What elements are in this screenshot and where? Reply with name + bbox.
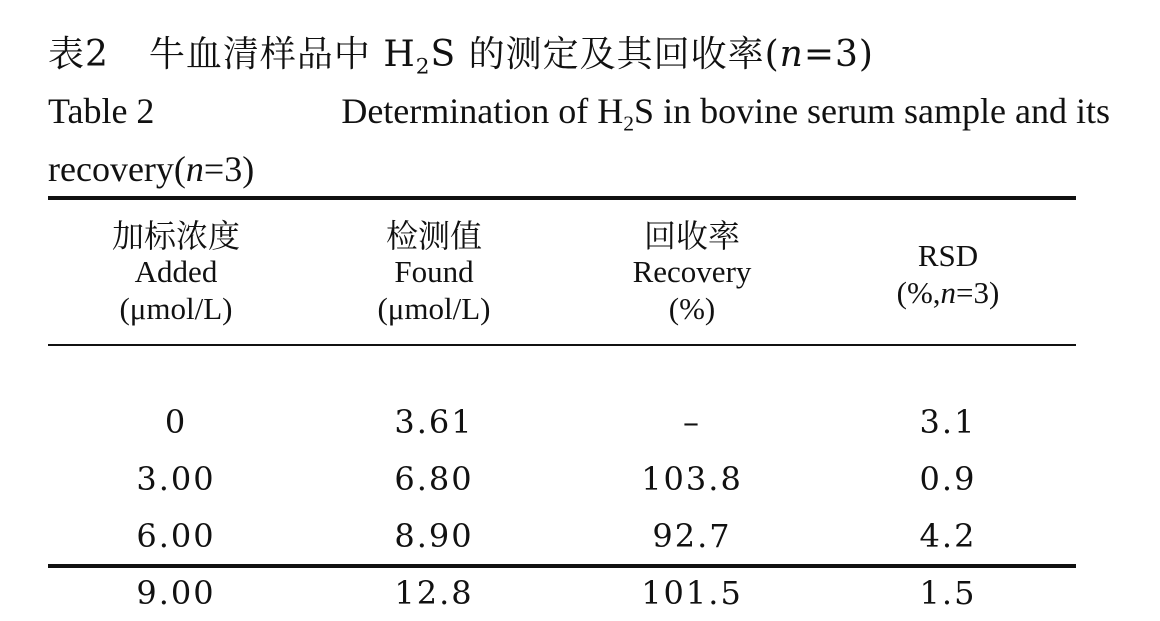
header-added xyxy=(48,200,304,383)
caption-en-label: Table 2 xyxy=(48,91,155,131)
caption-cn-title-post: S 的测定及其回收率( xyxy=(430,34,780,75)
cell-rsd: 4.2 xyxy=(919,516,977,555)
caption-cn-label: 表2 xyxy=(48,34,109,75)
header-rsd-unit-post: =3) xyxy=(956,275,1000,310)
header-recovery xyxy=(564,200,820,383)
header-found-cn: 检测值 xyxy=(385,217,482,255)
caption-en-pre: Determination of H xyxy=(341,91,624,131)
cell-recovery: 103.8 xyxy=(641,459,743,498)
table-row xyxy=(48,564,1076,621)
table-row xyxy=(48,393,1076,450)
caption-cn-subscript: 2 xyxy=(415,54,431,80)
cell-added: 3.00 xyxy=(136,459,216,498)
header-added-en: Added xyxy=(134,254,218,289)
data-table xyxy=(48,200,1076,621)
header-rsd xyxy=(820,200,1076,383)
caption-english-line2 xyxy=(48,148,254,190)
header-added-cn: 加标浓度 xyxy=(111,217,240,255)
caption-english-line1 xyxy=(48,90,1110,136)
cell-recovery: 92.7 xyxy=(652,516,732,555)
caption-en-post: S in bovine serum sample and its xyxy=(634,91,1110,131)
cell-added: 0 xyxy=(164,402,188,441)
cell-recovery: 101.5 xyxy=(641,573,743,612)
cell-found: 12.8 xyxy=(394,573,474,612)
cell-rsd: 3.1 xyxy=(919,402,977,441)
header-rsd-n: n xyxy=(940,275,957,310)
header-added-unit: (μmol/L) xyxy=(119,291,233,326)
caption-en-line2-pre: recovery( xyxy=(48,149,186,189)
cell-added: 6.00 xyxy=(136,516,216,555)
caption-cn-n-eq: =3) xyxy=(803,34,874,75)
caption-cn-n: n xyxy=(779,34,804,75)
caption-en-n: n xyxy=(185,149,204,189)
cell-rsd: 0.9 xyxy=(919,459,977,498)
caption-en-subscript: 2 xyxy=(623,111,635,136)
header-rsd-unit xyxy=(821,274,1075,312)
header-found-unit: (μmol/L) xyxy=(377,291,491,326)
table-row xyxy=(48,507,1076,564)
cell-added: 9.00 xyxy=(136,573,216,612)
header-recovery-cn: 回收率 xyxy=(643,217,740,255)
header-recovery-en: Recovery xyxy=(632,254,752,289)
header-recovery-unit: (%) xyxy=(668,291,716,326)
caption-cn-title-pre: 牛血清样品中 H xyxy=(148,34,416,75)
cell-recovery: – xyxy=(683,402,701,441)
caption-chinese xyxy=(48,26,874,80)
header-rsd-unit-pre: (%, xyxy=(896,275,941,310)
header-found xyxy=(304,200,564,383)
cell-found: 6.80 xyxy=(394,459,474,498)
table-header-row xyxy=(48,200,1076,383)
cell-found: 8.90 xyxy=(394,516,474,555)
caption-en-line2-post: =3) xyxy=(203,149,255,189)
caption-en-title xyxy=(341,90,1110,136)
header-found-en: Found xyxy=(394,254,474,289)
header-rsd-en: RSD xyxy=(917,238,979,273)
cell-found: 3.61 xyxy=(394,402,474,441)
table-row xyxy=(48,450,1076,507)
cell-rsd: 1.5 xyxy=(919,573,977,612)
